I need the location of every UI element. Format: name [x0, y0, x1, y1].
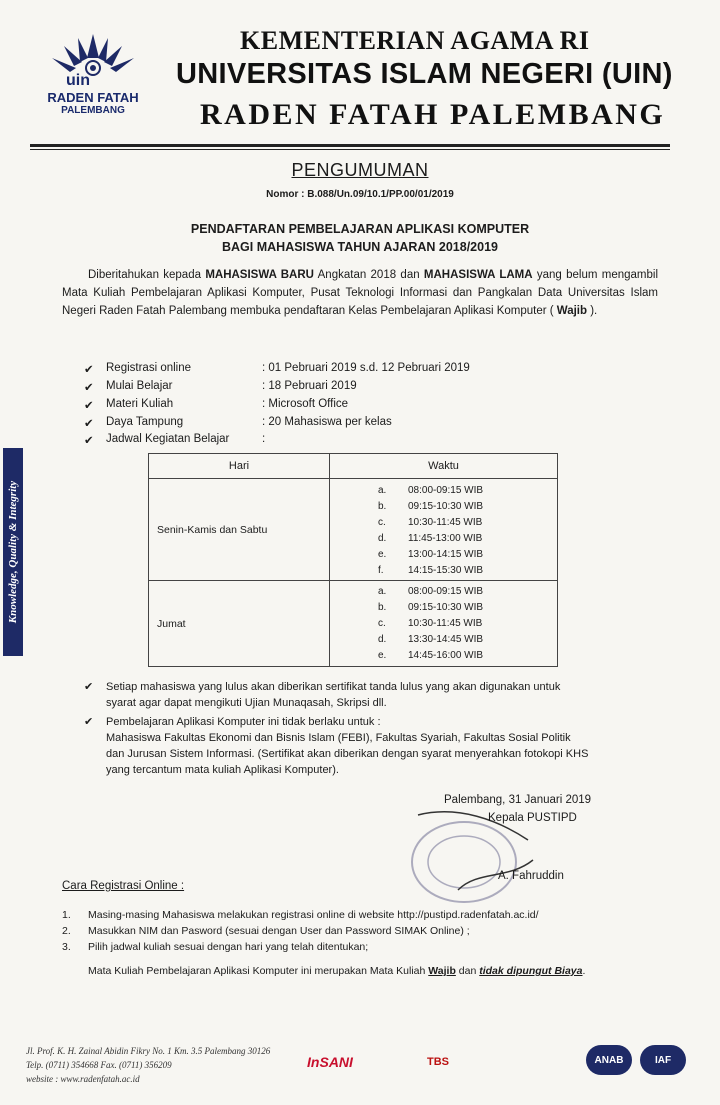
signature-place-date: Palembang, 31 Januari 2019 — [444, 794, 592, 806]
day-cell: Jumat — [149, 581, 330, 667]
time-slot: d. 11:45-13:00 WIB — [378, 532, 483, 544]
subtitle-line1: PENDAFTARAN PEMBELAJARAN APLIKASI KOMPUTER — [190, 222, 530, 236]
checkmark-icon: ✔ — [84, 400, 94, 412]
iaf-logo: IAF — [640, 1045, 686, 1075]
uin-logo — [38, 28, 158, 132]
footer-address: Jl. Prof. K. H. Zainal Abidin Fikry No. 1 Km. 3.5 Palembang 30126 — [26, 1046, 271, 1056]
time-slot: f. 14:15-15:30 WIB — [378, 564, 484, 576]
header-divider-thick — [30, 144, 670, 147]
time-slot: d. 13:30-14:45 WIB — [378, 633, 484, 645]
anab-logo: ANAB — [586, 1045, 632, 1075]
time-slot: b. 09:15-10:30 WIB — [378, 500, 484, 512]
day-cell: Senin-Kamis dan Sabtu — [149, 479, 330, 581]
checkmark-icon: ✔ — [84, 418, 94, 430]
time-cell — [330, 581, 558, 667]
motto-text: Knowledge, Quality & Integrity — [7, 480, 19, 624]
checkmark-icon: ✔ — [84, 382, 94, 394]
intro-paragraph: Diberitahukan kepada MAHASISWA BARU Angkatan 2018 dan MAHASISWA LAMA yang belum mengambil Mata Kuliah Pembelajaran Aplikasi Komputer, Pusat Teknologi Informasi dan Pangkalan Data Universitas Islam Negeri Raden Fatah Palembang membuka pendaftaran Kelas Pembelajaran Aplikasi Komputer ( Wajib ). — [62, 269, 658, 317]
header-campus: RADEN FATAH PALEMBANG — [200, 98, 666, 131]
header-divider-thin — [30, 149, 670, 150]
signatory-name: A. Fahruddin — [498, 870, 564, 882]
footer-phone: Telp. (0711) 354668 Fax. (0711) 356209 — [26, 1060, 172, 1070]
time-slot: c. 10:30-11:45 WIB — [378, 617, 483, 629]
subtitle-line2: BAGI MAHASISWA TAHUN AJARAN 2018/2019 — [222, 240, 498, 254]
registration-heading: Cara Registrasi Online : — [62, 880, 185, 892]
time-slot: a. 08:00-09:15 WIB — [378, 484, 484, 496]
logo-line1: RADEN FATAH — [47, 90, 139, 105]
logo-emblem-icon — [38, 28, 148, 88]
insani-logo: InSANI — [307, 1054, 353, 1070]
header-university: UNIVERSITAS ISLAM NEGERI (UIN) — [176, 58, 673, 90]
time-slot: e. 13:00-14:15 WIB — [378, 548, 484, 560]
checkmark-icon: ✔ — [84, 364, 94, 376]
logo-uin-text: uin — [66, 72, 90, 89]
table-row — [149, 581, 558, 667]
checkmark-icon: ✔ — [84, 435, 94, 447]
schedule-table — [148, 453, 558, 667]
footer-website: website : www.radenfatah.ac.id — [26, 1074, 140, 1084]
logo-line2: PALEMBANG — [61, 105, 125, 116]
column-header: Hari — [149, 454, 330, 479]
time-slot: b. 09:15-10:30 WIB — [378, 601, 484, 613]
time-slot: e. 14:45-16:00 WIB — [378, 649, 484, 661]
column-header: Waktu — [330, 454, 558, 479]
signature-position: Kepala PUSTIPD — [488, 812, 577, 824]
document-number: Nomor : B.088/Un.09/10.1/PP.00/01/2019 — [266, 189, 454, 200]
header-ministry: KEMENTERIAN AGAMA RI — [240, 26, 590, 55]
document-title: PENGUMUMAN — [291, 160, 429, 180]
time-slot: c. 10:30-11:45 WIB — [378, 516, 483, 528]
closing-statement: Mata Kuliah Pembelajaran Aplikasi Komputer ini merupakan Mata Kuliah Wajib dan tidak dipungut Biaya. — [88, 965, 586, 977]
tbs-logo: TBS — [427, 1056, 449, 1068]
time-slot: a. 08:00-09:15 WIB — [378, 585, 484, 597]
table-row — [149, 479, 558, 581]
checkmark-icon: ✔ — [84, 681, 94, 693]
time-cell — [330, 479, 558, 581]
announcement-page: uin RADEN FATAH PALEMBANG KEMENTERIAN AGAMA RI UNIVERSITAS ISLAM NEGERI (UIN) RADEN FATAH PALEMBANG PENGUMUMAN Nomor : B.088/Un.09/10.1/PP.00/01/2019 PENDAFTARAN PEMBELAJARAN APLIKASI KOMPUTER BAGI MAHASISWA TAHUN AJARAN 2018/2019 Diberitahukan kepada MAHASISWA BARU Angkatan 2018 dan MAHASISWA LAMA yang belum mengambil Mata Kuliah Pembelajaran Aplikasi Komputer, Pusat Teknologi Informasi dan Pangkalan Data Universitas Islam Negeri Raden Fatah Palembang membuka pendaftaran Kelas Pembelajaran Aplikasi Komputer ( Wajib ). ✔ Registrasi online : 01 Pebruari 2019 s.d. 12 Pebruari 2019 ✔ Mulai Belajar : 18 Pebruari 2019 ✔ Materi Kuliah : Microsoft Office ✔ Daya Tampung : 20 Mahasiswa per kelas ✔ Jadwal Kegiatan Belajar : Hari Waktu Senin-Kamis dan Sabtu a. 08:00-09:15 WIB b. 09:15-10:30 WIB c. 10:30-11:45 WIB d. 11:45-13:00 WIB e. 13:00-14:15 WIB f. 14:15-15:30 WIB Jumat a. 08:00-09:15 WIB b. 09:15-10:30 WIB c. 10:30-11:45 WIB d. 13:30-14:45 WIB e. 14:45-16:00 WIB ✔ Setiap mahasiswa yang lulus akan diberikan sertifikat tanda lulus yang akan digunakan untuk syarat agar dapat mengikuti Ujian Munaqasah, Skripsi dll. ✔ Pembelajaran Aplikasi Komputer ini tidak berlaku untuk : Mahasiswa Fakultas Ekonomi dan Bisnis Islam (FEBI), Fakultas Syariah, Fakultas Sosial Politik dan Jurusan Sistem Informasi. (Sertifikat akan diberikan dengan syarat menyerahkan fotokopi KHS yang tercantum mata kuliah Aplikasi Komputer). Palembang, 31 Januari 2019 Kepala PUSTIPD A. Fahruddin Cara Registrasi Online : 1. Masing-masing Mahasiswa melakukan registrasi online di website http://pustipd.radenfatah.ac.id/ 2. Masukkan NIM dan Pasword (sesuai dengan User dan Password SIMAK Online) ; 3. Pilih jadwal kuliah sesuai dengan hari yang telah ditentukan; Mata Kuliah Pembelajaran Aplikasi Komputer ini merupakan Mata Kuliah Wajib dan tidak dipungut Biaya. Knowledge, Quality & Integrity Jl. Prof. K. H. Zainal Abidin Fikry No. 1 Km. 3.5 Palembang 30126 Telp. (0711) 354668 Fax. (0711) 356209 website : www.radenfatah.ac.id InSANI TBS ANAB IAF — [0, 0, 720, 1105]
checkmark-icon: ✔ — [84, 716, 94, 728]
motto-sidebar — [3, 448, 23, 656]
